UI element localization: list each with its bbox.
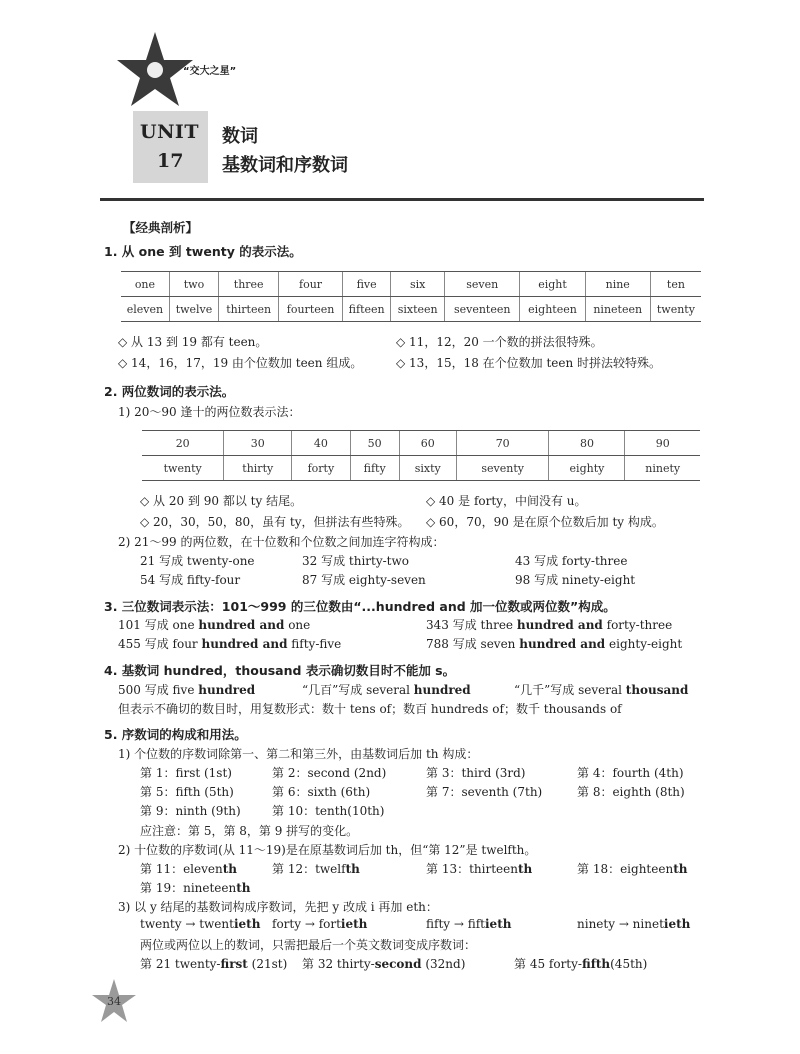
table-cell: twenty [142,456,224,481]
s1-note: ◇ 11，12，20 一个数的拼法很特殊。 [396,335,603,349]
ordinal-word: first [220,957,248,971]
ordinal-text: 第 21 twenty- [140,957,221,971]
ordinal-item: 第 3：third (3rd) [426,766,526,780]
s1-note: ◇ 从 13 到 19 都有 teen。 [118,335,268,349]
table-cell: eleven [121,297,169,322]
s1-note: ◇ 13，15，18 在个位数加 teen 时拼法较特殊。 [396,356,662,370]
ordinal-suffix: ieth [233,917,261,931]
ordinal-item [426,917,511,931]
table-cell: eighteen [520,297,585,322]
ordinal-text: 第 18：eighteen [577,862,674,876]
ordinal-suffix: ieth [485,917,512,931]
s2-note: ◇ 40 是 forty，中间没有 u。 [426,494,587,508]
ordinal-item: 第 2：second (2nd) [272,766,387,780]
table-cell: fourteen [279,297,343,322]
example-bold: hundred and [519,637,606,651]
table-cell: twelve [169,297,218,322]
s3-example [426,635,682,652]
s2-example: 98 写成 ninety-eight [515,573,636,587]
table-cell: 80 [549,431,625,456]
table-cell: one [121,272,169,297]
table-cell: 20 [142,431,224,456]
page-title: 数词 [222,126,258,147]
table-cell: six [391,272,445,297]
ordinal-text: 第 45 forty- [514,957,582,971]
ordinal-suffix: th [222,862,238,876]
ordinal-item: 第 7：seventh (7th) [426,785,543,799]
table-cell: three [219,272,279,297]
example-text: 455 写成 four [118,637,202,651]
table-cell: 40 [292,431,351,456]
header-divider [100,198,704,201]
s3-example [118,616,310,633]
example-text: 788 写成 seven [426,637,520,651]
ordinal-item: 第 4：fourth (4th) [577,766,684,780]
example-bold: thousand [625,683,689,697]
table-cell: two [169,272,218,297]
table-cell: 50 [350,431,399,456]
table-cell: 70 [456,431,549,456]
example-text: forty-three [602,618,673,632]
s5-subtitle: 1) 个位数的序数词除第一、第二和第三外，由基数词后加 th 构成： [118,747,479,761]
page-number: 34 [107,995,121,1008]
ordinal-text: (32nd) [421,957,466,971]
table-cell: four [279,272,343,297]
table-cell: sixty [399,456,456,481]
ordinal-item: 第 1：first (1st) [140,766,232,780]
ordinal-text: (45th) [610,957,648,971]
table-cell: nine [585,272,650,297]
table-cell: nineteen [585,297,650,322]
ordinal-word: fifth [581,957,611,971]
ordinal-text: twenty → twent [140,917,234,931]
table-cell: thirty [224,456,292,481]
ordinal-text: 第 13：thirteen [426,862,518,876]
example-bold: hundred [198,683,256,697]
ordinal-text: 第 19：nineteen [140,881,237,895]
ordinal-suffix: th [517,862,533,876]
ordinal-item [577,860,687,877]
table-cell: 90 [625,431,700,456]
example-text: 343 写成 three [426,618,517,632]
ordinal-text: ninety → ninet [577,917,664,931]
ordinal-item [140,860,237,877]
s2-example: 32 写成 thirty-two [302,554,409,568]
ordinal-item: 第 5：fifth (5th) [140,785,234,799]
example-text: eighty-eight [605,637,683,651]
example-text: “几百”写成 several [302,683,414,697]
unit-label: UNIT [140,121,199,143]
ordinal-word: second [374,957,422,971]
ordinal-item [140,917,260,931]
ordinal-text: forty → fort [272,917,341,931]
s2-note: ◇ 60，70，90 是在原个位数后加 ty 构成。 [426,515,664,529]
s4-title: 4. 基数词 hundred，thousand 表示确切数目时不能加 s。 [104,663,456,678]
s5-subtitle: 2) 十位数的序数词(从 11～19)是在原基数词后加 th，但“第 12”是 twelfth。 [118,843,537,857]
table-cell: seven [445,272,520,297]
example-text: “几千”写成 several [514,683,626,697]
ordinal-item: 第 8：eighth (8th) [577,785,685,799]
table-cell: eight [520,272,585,297]
s2-subtitle: 2) 21～99 的两位数，在十位数和个位数之间加连字符构成： [118,535,445,549]
ordinal-suffix: ieth [663,917,691,931]
example-text: one [284,618,311,632]
ordinal-suffix: th [673,862,688,876]
table-cell: fifty [350,456,399,481]
ordinal-suffix: th [236,881,251,895]
table-cell: twenty [650,297,701,322]
s2-note: ◇ 从 20 到 90 都以 ty 结尾。 [140,494,303,508]
s1-note: ◇ 14，16，17，19 由个位数加 teen 组成。 [118,356,363,370]
table-cell: fifteen [342,297,390,322]
section-heading: 【经典剖析】 [123,220,199,235]
example-bold: hundred and [516,618,603,632]
s2-example: 43 写成 forty-three [515,554,628,568]
s2-title: 2. 两位数词的表示法。 [104,384,235,399]
ordinal-item: 第 9：ninth (9th) [140,804,241,818]
ordinal-item [140,879,251,896]
s4-example [514,681,688,698]
example-text: 500 写成 five [118,683,199,697]
ordinal-text: 第 11：eleven [140,862,223,876]
s2-number-table [142,430,700,481]
table-cell: ten [650,272,701,297]
table-cell: forty [292,456,351,481]
s3-example [426,616,672,633]
s4-note: 但表示不确切的数目时，用复数形式：数十 tens of；数百 hundreds of；数千 thousands of [118,702,622,716]
s2-example: 54 写成 fifty-four [140,573,241,587]
ordinal-item: 第 10：tenth(10th) [272,804,385,818]
unit-number: 17 [157,150,184,172]
s1-title: 1. 从 one 到 twenty 的表示法。 [104,244,302,259]
table-cell: seventy [456,456,549,481]
s2-subtitle: 1) 20～90 逢十的两位数表示法： [118,405,301,419]
ordinal-item [140,955,287,972]
ordinal-item [272,917,367,931]
s4-example [302,681,471,698]
table-cell: ninety [625,456,700,481]
example-bold: hundred and [198,618,285,632]
table-cell: sixteen [391,297,445,322]
s5-note: 两位或两位以上的数词，只需把最后一个英文数词变成序数词： [140,938,477,952]
s3-example [118,635,341,652]
s2-example: 21 写成 twenty-one [140,554,255,568]
ordinal-item [514,955,647,972]
ordinal-item [302,955,465,972]
s2-example: 87 写成 eighty-seven [302,573,426,587]
ordinal-text: (21st) [247,957,288,971]
page-subtitle: 基数词和序数词 [222,155,348,176]
s5-note: 应注意：第 5，第 8，第 9 拼写的变化。 [140,824,359,838]
s4-example [118,681,255,698]
s5-subtitle: 3) 以 y 结尾的基数词构成序数词，先把 y 改成 i 再加 eth： [118,900,438,914]
example-bold: hundred and [201,637,288,651]
example-text: fifty-five [287,637,342,651]
table-cell: 30 [224,431,292,456]
table-cell: thirteen [219,297,279,322]
s1-number-table [121,271,701,322]
ordinal-suffix: th [345,862,360,876]
ordinal-item [577,917,690,931]
example-text: 101 写成 one [118,618,199,632]
ordinal-text: fifty → fift [426,917,485,931]
ordinal-text: 第 12：twelf [272,862,346,876]
s5-title: 5. 序数词的构成和用法。 [104,727,247,742]
brand-label: “交大之星” [183,66,237,77]
example-bold: hundred [413,683,471,697]
ordinal-item [272,860,360,877]
ordinal-suffix: ieth [340,917,368,931]
s2-note: ◇ 20，30，50，80，虽有 ty，但拼法有些特殊。 [140,515,410,529]
table-cell: seventeen [445,297,520,322]
ordinal-item [426,860,532,877]
table-cell: five [342,272,390,297]
s3-title: 3. 三位数词表示法：101～999 的三位数由“...hundred and 加一位数或两位数”构成。 [104,599,616,614]
table-cell: 60 [399,431,456,456]
ordinal-item: 第 6：sixth (6th) [272,785,371,799]
ordinal-text: 第 32 thirty- [302,957,375,971]
table-cell: eighty [549,456,625,481]
